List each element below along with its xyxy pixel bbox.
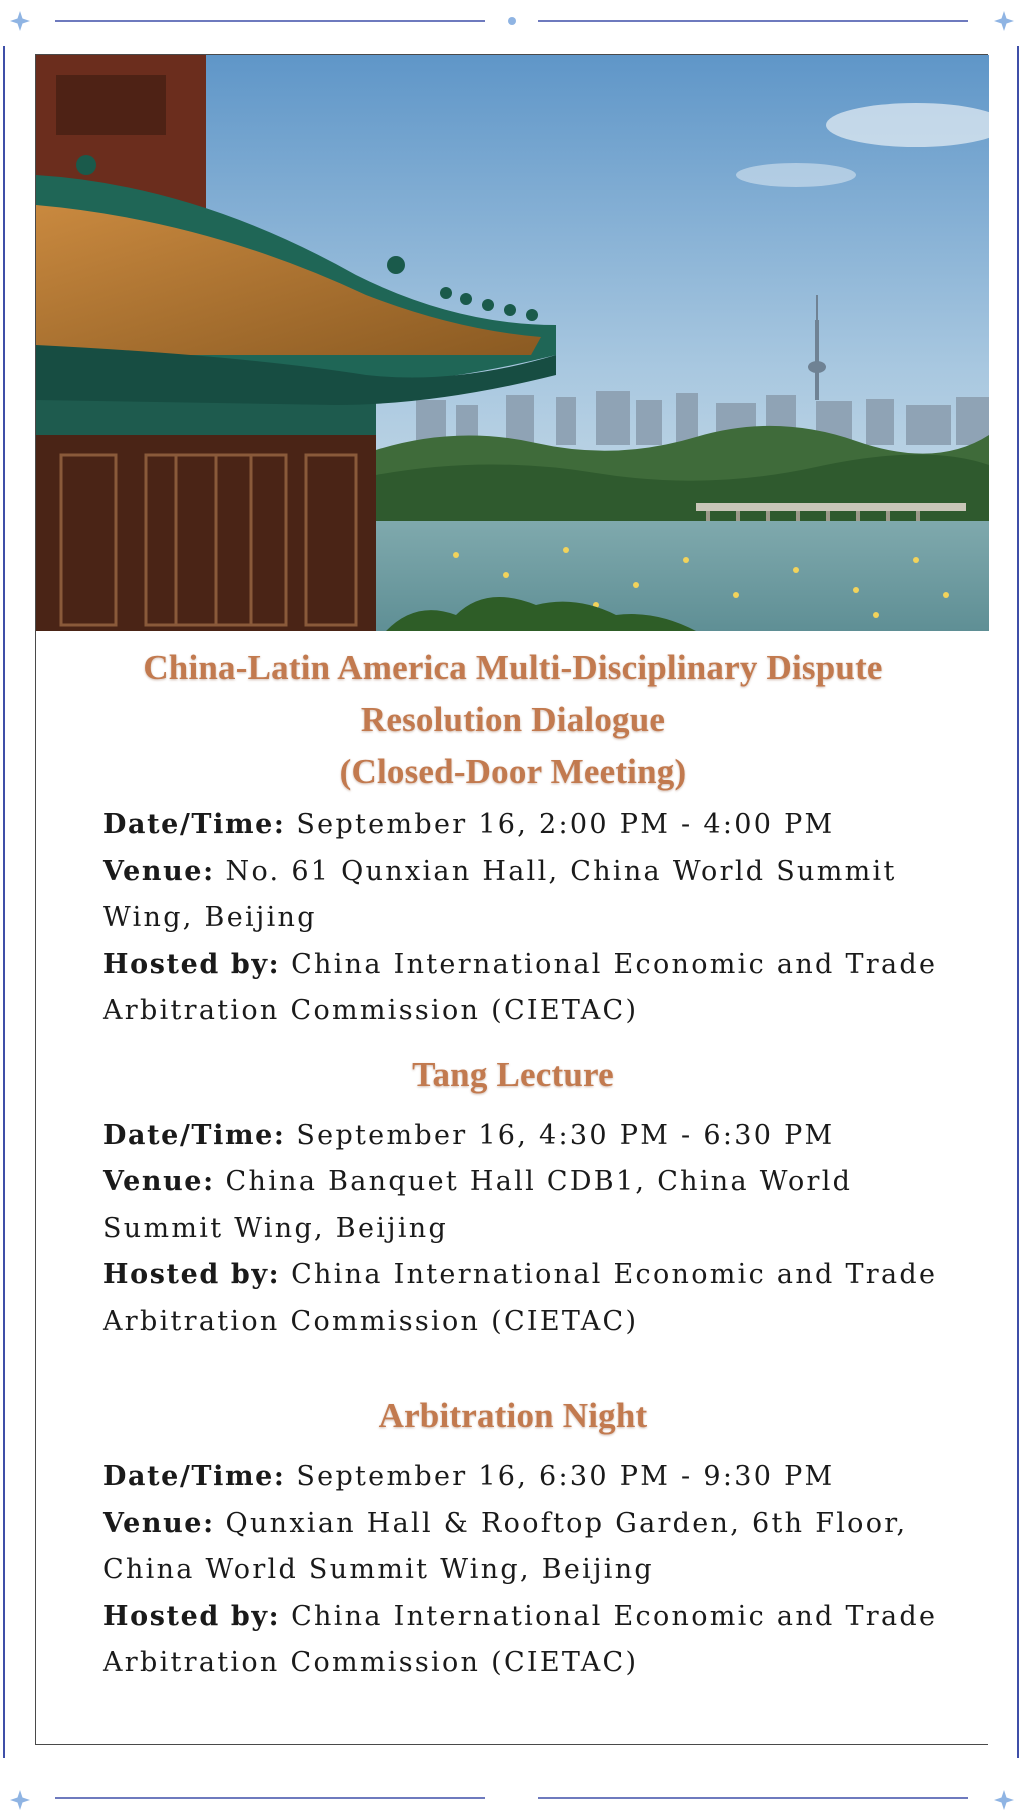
host-label: Hosted by: [103, 1259, 281, 1290]
top-decorative-rule [0, 0, 1024, 40]
venue-label: Venue: [103, 1507, 215, 1539]
host-label: Hosted by: [103, 1600, 281, 1632]
venue-label: Venue: [103, 1166, 215, 1197]
venue-value: China Banquet Hall CDB1, China World Summit Wing, Beijing [103, 1166, 853, 1244]
date-time-value: September 16, 6:30 PM - 9:30 PM [296, 1461, 835, 1492]
sparkle-icon [994, 11, 1014, 31]
host-value: China International Economic and Trade Arbitration Commission (CIETAC) [103, 948, 938, 1026]
sparkle-icon [10, 1790, 30, 1810]
event-title-line: China-Latin America Multi-Disciplinary Dispute [143, 648, 883, 687]
venue-row [103, 1159, 983, 1252]
event-details [103, 802, 983, 1035]
date-time-row [103, 1454, 983, 1501]
host-row [103, 1252, 983, 1345]
sparkle-icon [10, 11, 30, 31]
host-value: China International Economic and Trade Arbitration Commission (CIETAC) [103, 1259, 938, 1337]
event-title [103, 642, 923, 798]
sparkle-icon [994, 1790, 1014, 1810]
date-time-label: Date/Time: [103, 1461, 286, 1492]
date-time-row [103, 1113, 983, 1160]
venue-value: No. 61 Qunxian Hall, China World Summit Wing, Beijing [103, 855, 897, 933]
venue-value: Qunxian Hall & Rooftop Garden, 6th Floor, China World Summit Wing, Beijing [103, 1507, 908, 1585]
venue-row [103, 849, 983, 942]
venue-label: Venue: [103, 855, 215, 887]
bottom-decorative-rule [0, 1780, 1024, 1820]
event-title: Tang Lecture [412, 1054, 614, 1094]
venue-row [103, 1501, 983, 1594]
date-time-label: Date/Time: [103, 1119, 286, 1151]
host-row [103, 942, 983, 1035]
event-details [103, 1113, 983, 1346]
host-row [103, 1594, 983, 1687]
event-list [103, 642, 983, 1687]
event-title-line: (Closed-Door Meeting) [339, 752, 687, 791]
header-photo [36, 55, 989, 631]
host-value: China International Economic and Trade Arbitration Commission (CIETAC) [103, 1600, 938, 1678]
event-card [35, 54, 988, 1745]
date-time-value: September 16, 2:00 PM - 4:00 PM [296, 809, 835, 840]
date-time-label: Date/Time: [103, 809, 286, 840]
date-time-value: September 16, 4:30 PM - 6:30 PM [296, 1119, 835, 1151]
event-details [103, 1454, 983, 1687]
event-title: Arbitration Night [378, 1396, 648, 1435]
right-frame-line [1017, 46, 1019, 1758]
left-frame-line [3, 46, 5, 1758]
date-time-row [103, 802, 983, 849]
event-title-line: Resolution Dialogue [360, 700, 666, 739]
host-label: Hosted by: [103, 948, 281, 980]
